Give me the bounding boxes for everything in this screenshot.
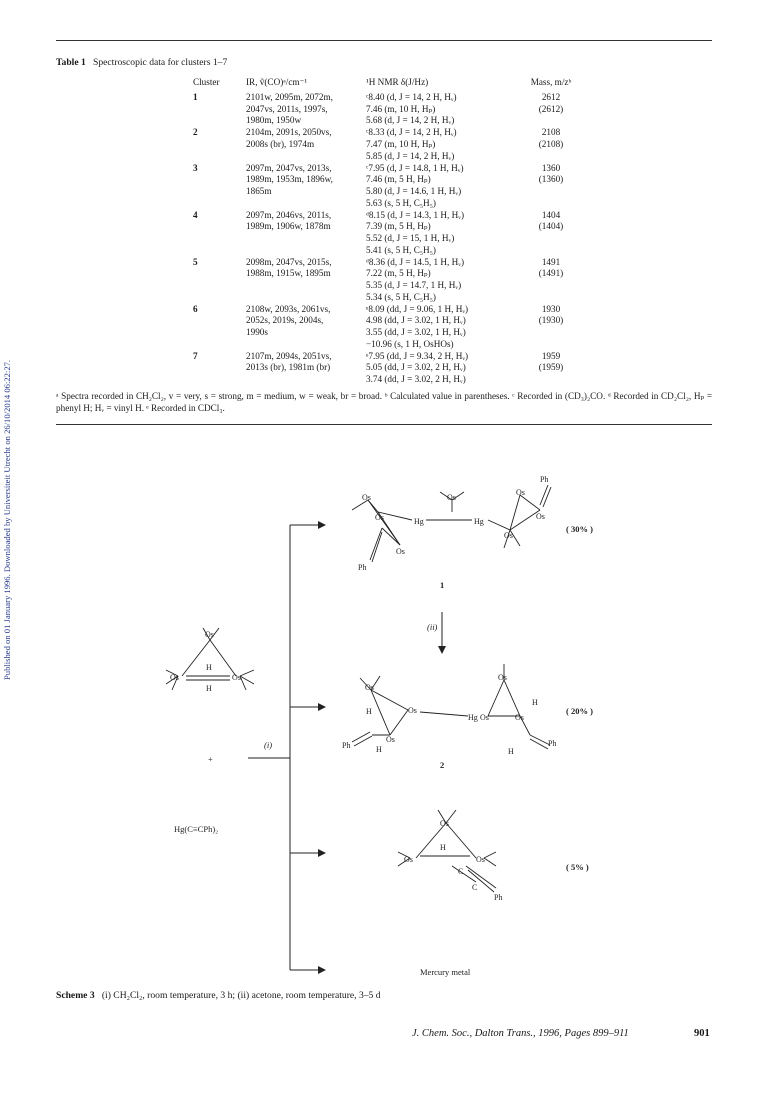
ir-line: 1980m, 1950w	[246, 115, 302, 126]
p2-h-right: H	[532, 698, 538, 707]
nmr-line: 7.46 (m, 5 H, Hₚ)	[366, 174, 431, 185]
table-title: Spectroscopic data for clusters 1–7	[92, 57, 228, 68]
p2-os-f: Os	[515, 713, 524, 722]
cluster-number: 7	[193, 350, 198, 361]
nmr-line: 5.05 (dd, J = 3.02, 2 H, Hᵥ)	[366, 362, 466, 373]
ir-line: 2107m, 2094s, 2051vs,	[246, 350, 332, 361]
atom-os-right: Os	[232, 673, 241, 682]
p1-os-b: Os	[375, 513, 384, 522]
scheme-label: Scheme 3	[56, 990, 95, 1001]
cluster-number: 2	[193, 127, 198, 138]
ir-line: 1988m, 1915w, 1895m	[246, 268, 331, 279]
nmr-line: 7.46 (m, 10 H, Hₚ)	[366, 103, 436, 114]
mass-line: (2108)	[538, 139, 564, 149]
p1-ph-right: Ph	[540, 475, 549, 484]
mass-line: (1491)	[538, 268, 564, 279]
table-header-cell: Mass, m/zᵇ	[530, 77, 572, 87]
nmr-line: ᵉ7.95 (dd, J = 9.34, 2 H, Hᵥ)	[366, 350, 469, 361]
nmr-line: 5.80 (d, J = 14.6, 1 H, Hᵥ)	[366, 186, 462, 196]
ir-line: 2047vs, 2011s, 1997s,	[246, 103, 328, 114]
ir-line: 2097m, 2047vs, 2013s,	[246, 162, 332, 173]
c7-os-right: Os	[476, 855, 485, 864]
p2-ph-left: Ph	[342, 741, 351, 750]
nmr-line: ᵈ8.36 (d, J = 14.5, 1 H, Hᵥ)	[366, 256, 465, 267]
atom-os-left: Os	[170, 673, 179, 682]
mass-line: (1930)	[538, 315, 564, 326]
product1-number: 1	[440, 580, 445, 590]
p1-hg-b: Hg	[474, 517, 484, 526]
c7-c-a: C	[458, 867, 464, 876]
mass-line: 1491	[541, 256, 561, 267]
mass-line: 1959	[541, 350, 561, 361]
mass-line: (2612)	[538, 103, 564, 114]
step-i-label: (i)	[264, 740, 273, 750]
mass-line: 2612	[541, 92, 561, 102]
p1-os-c: Os	[396, 547, 405, 556]
p2-h-left: H	[366, 707, 372, 716]
ir-line: 1865m	[246, 186, 272, 196]
p1-os-g: Os	[536, 512, 545, 521]
nmr-line: ᵈ8.15 (d, J = 14.3, 1 H, Hᵥ)	[366, 209, 465, 220]
table-header-cell: IR, ṽ(CO)ᵃ/cm⁻¹	[246, 77, 308, 87]
p1-os-f: Os	[516, 488, 525, 497]
nmr-line: 5.35 (d, J = 14.7, 1 H, Hᵥ)	[366, 280, 462, 290]
atom-h-bottom: H	[206, 684, 212, 693]
table-header-cell: Cluster	[193, 77, 220, 87]
p2-os-b: Os	[408, 706, 417, 715]
scheme-atom-labels	[170, 475, 556, 902]
nmr-line: 4.98 (dd, J = 3.02, 1 H, Hᵥ)	[366, 315, 466, 326]
ir-line: 2104m, 2091s, 2050vs,	[246, 127, 332, 138]
nmr-line: 7.39 (m, 5 H, Hₚ)	[366, 221, 431, 232]
mercury-metal-label: Mercury metal	[420, 967, 471, 977]
atom-h-top: H	[206, 663, 212, 672]
p2-os-c: Os	[386, 735, 395, 744]
atom-os-top: Os	[205, 630, 214, 639]
nmr-line: 5.52 (d, J = 15, 1 H, Hᵥ)	[366, 233, 455, 243]
ir-line: 2098m, 2047vs, 2015s,	[246, 256, 332, 267]
nmr-line: ᶜ8.33 (d, J = 14, 2 H, Hᵥ)	[366, 127, 457, 138]
c7-os-left: Os	[404, 855, 413, 864]
journal-citation: J. Chem. Soc., Dalton Trans., 1996, Pages 899–911	[412, 1028, 629, 1039]
c7-ph: Ph	[494, 893, 503, 902]
nmr-line: 5.63 (s, 5 H, C₅H₅)	[366, 197, 436, 208]
mass-line: 2108	[541, 127, 561, 138]
p1-os-e: Os	[504, 531, 513, 540]
ir-line: 1990s	[246, 327, 268, 337]
yield-5: ( 5% )	[566, 862, 589, 872]
mass-line: (1404)	[538, 221, 564, 232]
nmr-line: 3.74 (dd, J = 3.02, 2 H, Hᵥ)	[366, 374, 466, 384]
nmr-line: 7.22 (m, 5 H, Hₚ)	[366, 268, 431, 279]
ir-line: 2008s (br), 1974m	[246, 139, 315, 149]
nmr-line: 5.68 (d, J = 14, 2 H, Hᵥ)	[366, 115, 455, 126]
product2-bonds	[352, 664, 550, 749]
ir-line: 2097m, 2046vs, 2011s,	[246, 209, 332, 220]
arrowheads	[318, 521, 446, 974]
p2-os-e: Os	[480, 713, 489, 722]
download-watermark: Published on 01 January 1996. Downloaded by Universiteit Utrecht on 26/10/2014 06:22:27.	[2, 359, 12, 680]
c7-h: H	[440, 843, 446, 852]
reagent-formula: Hg(C≡CPh)₂	[174, 824, 219, 834]
p2-ph-right: Ph	[548, 739, 557, 748]
mass-line: 1404	[541, 209, 561, 220]
p2-hg: Hg	[468, 713, 478, 722]
page-number: 901	[694, 1028, 710, 1039]
scheme-caption	[56, 990, 381, 1001]
nmr-line: 7.47 (m, 10 H, Hₚ)	[366, 139, 436, 149]
nmr-line: ᶜ8.40 (d, J = 14, 2 H, Hᵥ)	[366, 92, 457, 102]
cluster-number: 4	[193, 209, 198, 220]
table-footnote: ᵃ Spectra recorded in CH₂Cl₂, v = very, s = strong, m = medium, w = weak, br = broad. ᵇ Calculated value in parentheses. ᶜ Recorded in (CD₃)₂CO. ᵈ Recorded in CD₂Cl₂, Hₚ = phenyl H; Hᵥ = vinyl H. ᵉ Recorded in CDCl₃.	[56, 391, 712, 413]
p1-hg-a: Hg	[414, 517, 424, 526]
p2-os-a: Os	[365, 683, 374, 692]
mass-line: 1930	[541, 303, 561, 314]
mass-line: (1360)	[538, 174, 564, 185]
step-ii-label: (ii)	[427, 622, 438, 632]
scheme-labels	[174, 524, 593, 977]
table-header-cell: ¹H NMR δ(J/Hz)	[366, 77, 429, 87]
p2-h-lower-right: H	[508, 747, 514, 756]
yield-30: ( 30% )	[566, 524, 593, 534]
nmr-line: ᵉ8.09 (dd, J = 9.06, 1 H, Hᵥ)	[366, 303, 469, 314]
c7-os-top: Os	[440, 819, 449, 828]
ir-line: 2052s, 2019s, 2004s,	[246, 315, 324, 326]
nmr-line: 5.34 (s, 5 H, C₅H₅)	[366, 291, 436, 302]
p2-h-lower: H	[376, 745, 382, 754]
product2-number: 2	[440, 760, 445, 770]
p1-ph-left: Ph	[358, 563, 367, 572]
p1-os-a: Os	[362, 493, 371, 502]
yield-20: ( 20% )	[566, 706, 593, 716]
cluster-number: 3	[193, 162, 198, 173]
p1-os-d: Os	[447, 493, 456, 502]
mass-line: (1959)	[538, 362, 564, 373]
table-label: Table 1	[56, 57, 86, 68]
ir-line: 2013s (br), 1981m (br)	[246, 362, 331, 373]
plus-sign: +	[208, 754, 213, 764]
ir-line: 2101w, 2095m, 2072m,	[246, 92, 333, 102]
nmr-line: 5.41 (s, 5 H, C₅H₅)	[366, 244, 436, 255]
cluster-number: 5	[193, 256, 198, 267]
cluster-number: 6	[193, 303, 198, 314]
nmr-line: 5.85 (d, J = 14, 2 H, Hᵥ)	[366, 150, 455, 161]
p2-os-d: Os	[498, 673, 507, 682]
ir-line: 1989m, 1906w, 1878m	[246, 221, 331, 232]
nmr-line: ᶜ7.95 (d, J = 14.8, 1 H, Hᵥ)	[366, 162, 464, 173]
mass-line: 1360	[541, 162, 561, 173]
ir-line: 2108w, 2093s, 2061vs,	[246, 303, 331, 314]
cluster-number: 1	[193, 92, 198, 102]
scheme-text: (i) CH₂Cl₂, room temperature, 3 h; (ii) acetone, room temperature, 3–5 d	[101, 990, 381, 1001]
ir-line: 1989m, 1953m, 1896w,	[246, 174, 333, 185]
c7-c-b: C	[472, 883, 478, 892]
nmr-line: 3.55 (dd, J = 3.02, 1 H, Hᵥ)	[366, 327, 466, 337]
nmr-line: −10.96 (s, 1 H, OsHOs)	[366, 338, 454, 349]
